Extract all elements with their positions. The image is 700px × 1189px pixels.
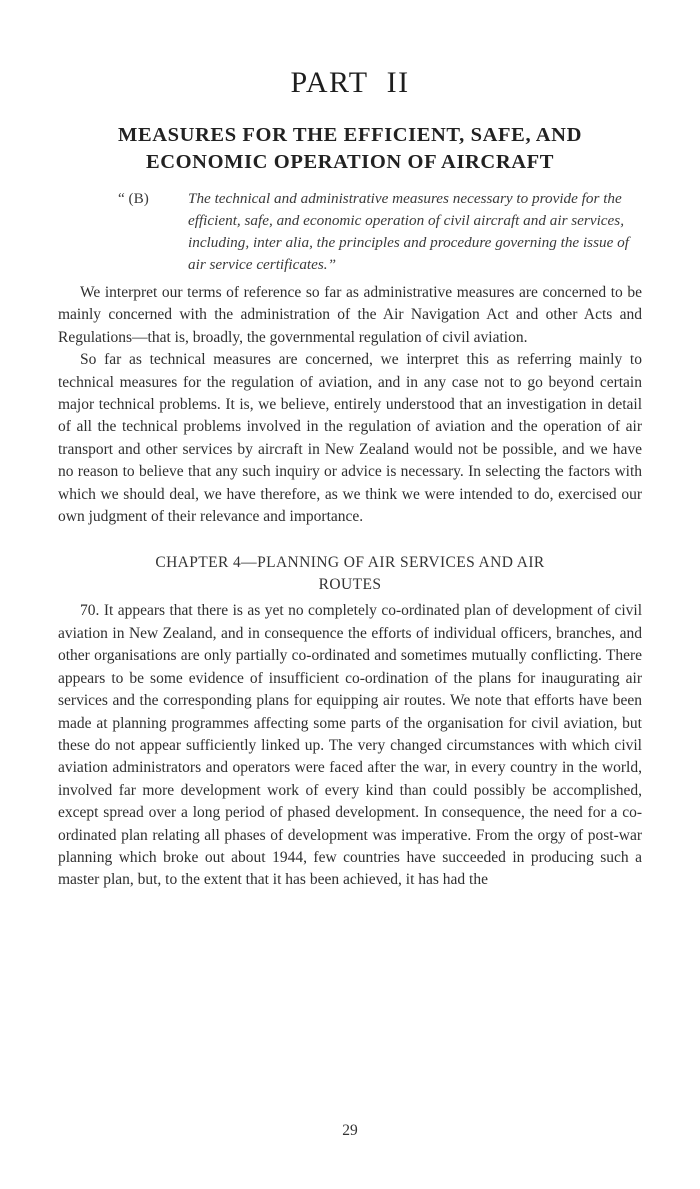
part-heading bbox=[58, 122, 642, 176]
terms-of-reference-quote bbox=[58, 188, 642, 276]
paragraph-administrative-measures: We interpret our terms of reference so far as administrative measures are concerned to be mainly concerned with the administration of the Air Navigation Act and other Acts and Regulations—that is, broadly, the governmental regulation of civil aviation. bbox=[58, 284, 642, 346]
part-heading-line-2: ECONOMIC OPERATION OF AIRCRAFT bbox=[145, 151, 555, 173]
terms-of-reference-text: The technical and administrative measures necessary to provide for the efficient, safe, and economic operation of civil aircraft and air services, including, inter alia, the principles and procedure governing the issue of air service certificates.” bbox=[188, 190, 629, 273]
part-numeral: II bbox=[386, 66, 410, 99]
chapter-heading-line-1: CHAPTER 4—PLANNING OF AIR SERVICES AND AIR bbox=[155, 554, 545, 572]
chapter-heading bbox=[58, 552, 642, 596]
document-page bbox=[58, 66, 642, 892]
page-number: 29 bbox=[342, 1122, 358, 1139]
part-title bbox=[58, 66, 642, 100]
paragraph-technical-measures: So far as technical measures are concerned, we interpret this as referring mainly to technical measures for the regulation of aviation, and in any case not to go beyond certain major technical problems. It is, we believe, entirely understood that an investigation in detail of all the technical problems involved in the regulation of aviation and the operation of air transport and other services by aircraft in New Zealand would not be possible, and we have no reason to believe that any such inquiry or advice is necessary. In selecting the factors with which we should deal, we have therefore, as we think we were intended to do, exercised our own judgment of their relevance and importance. bbox=[58, 351, 642, 526]
chapter-heading-line-2: ROUTES bbox=[318, 576, 382, 594]
part-heading-line-1: MEASURES FOR THE EFFICIENT, SAFE, AND bbox=[118, 124, 582, 146]
terms-of-reference-label: “ (B) bbox=[118, 190, 149, 207]
part-label: PART bbox=[290, 66, 369, 99]
paragraph-70: 70. It appears that there is as yet no completely co-ordinated plan of development of civil aviation in New Zealand, and in consequence the efforts of individual officers, branches, and other organisations are only partially co-ordinated and sometimes mutually conflicting. There appears to be some evidence of insufficient co-ordination of the plans for inaugurating air services and the corresponding plans for equipping air routes. We note that efforts have been made at planning programmes affecting some parts of the organisation for civil aviation, but these do not appear sufficiently linked up. The very changed circumstances with which civil aviation administrators and operators were faced after the war, in every country in the world, involved far more development work of every kind than could possibly be accomplished, except spread over a long period of phased development. In consequence, the need for a co-ordinated plan relating all phases of development was imperative. From the orgy of post-war planning which broke out about 1944, few countries have succeeded in producing such a master plan, but, to the extent that it has been achieved, it has had the bbox=[58, 602, 642, 889]
